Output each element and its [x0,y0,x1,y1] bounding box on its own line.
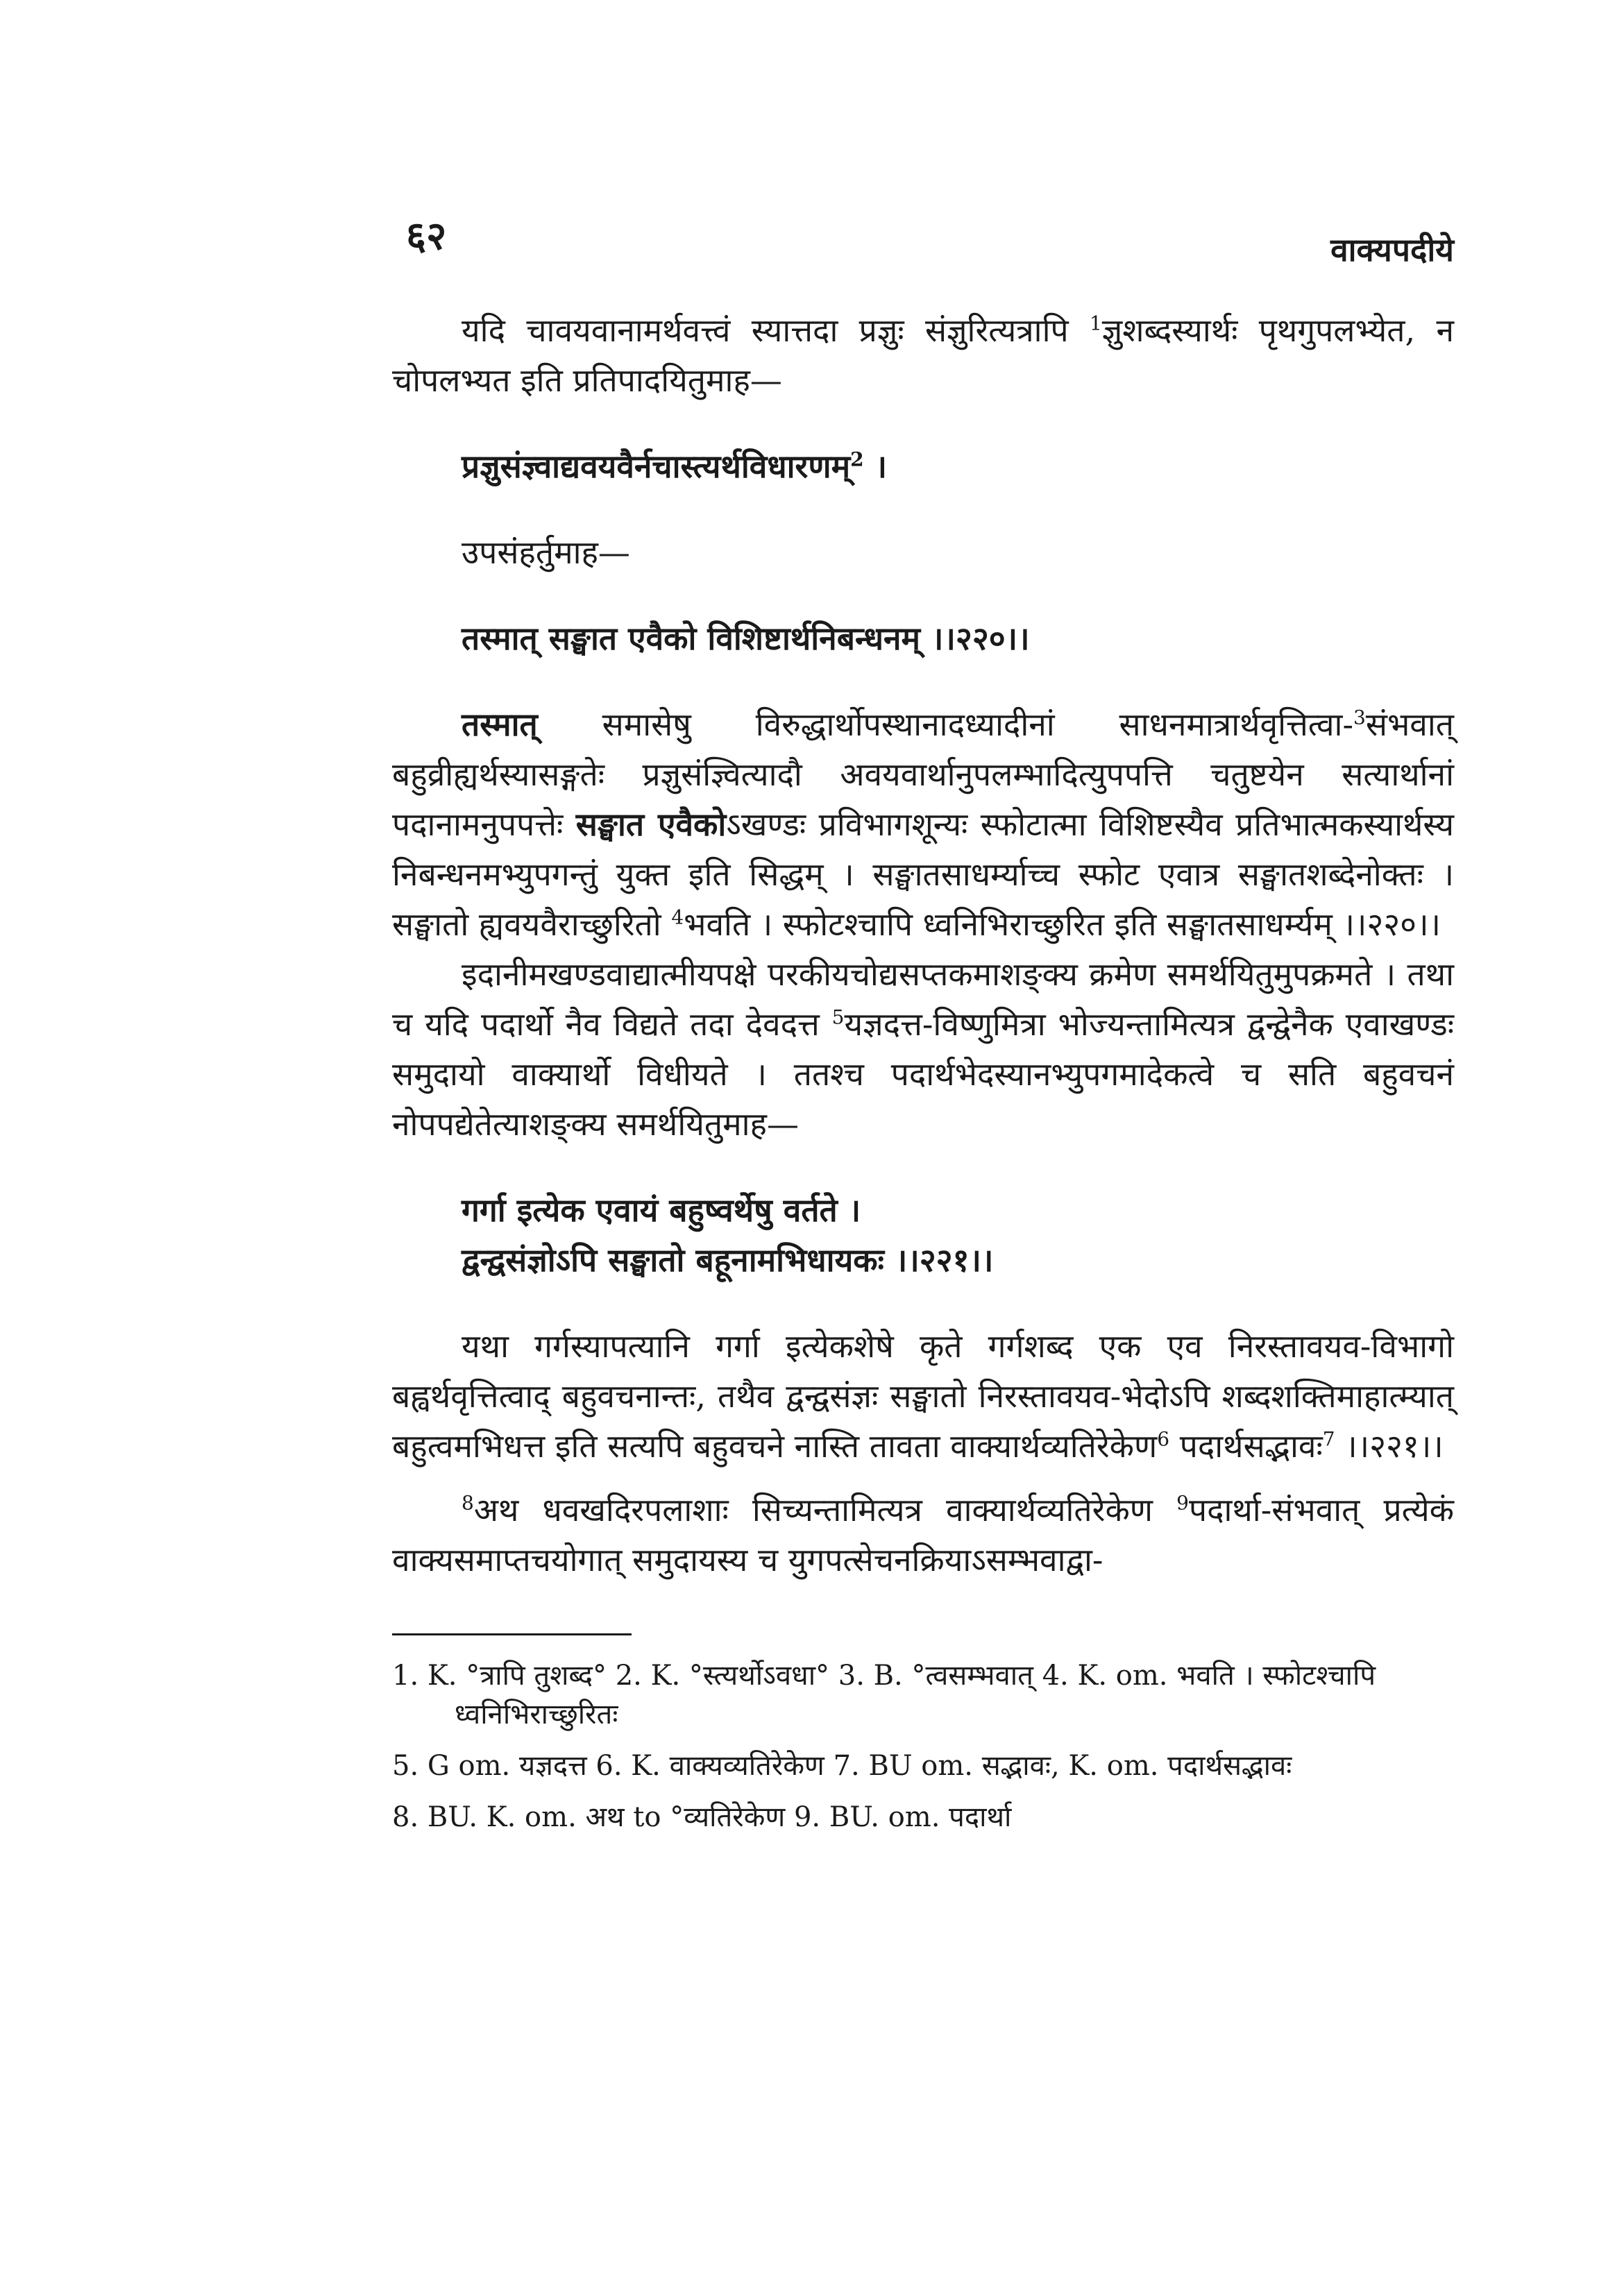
commentary-paragraph-1: यदि चावयवानामर्थवत्त्वं स्यात्तदा प्रज्ञुः संज्ञुरित्यत्रापि $^1$ज्ञुशब्दस्यार्थः पृथगुपलभ्येत, न चोपलभ्यत इति प्रतिपादयितुमाह— [392,312,1454,399]
footnote-line-1: 1. K. °त्रापि तुशब्द° 2. K. °स्त्यर्थोऽवधा° 3. B. °त्वसम्भवात् 4. K. om. भवति । स्फोटश्चापि ध्वनिभिराच्छुरितः [392,1660,1376,1730]
footnote-ref-6: 6 [1157,1427,1170,1451]
book-page [392,194,1454,2241]
footnote-line-2: 5. G om. यज्ञदत्त 6. K. वाक्यव्यतिरेकेण 7. BU om. सद्भावः, K. om. पदार्थसद्भावः [392,1750,1292,1782]
footnote-ref-2: 2 [850,448,864,471]
footnote-ref-3: 3 [1353,706,1366,729]
verse-220: तस्मात् सङ्घात एवैको विशिष्टार्थनिबन्धनम् ।।२२०।। [462,620,1030,657]
commentary-paragraph-continued: $^8$अथ धवखदिरपलाशाः सिच्यन्तामित्यत्र वाक्यार्थव्यतिरेकेण $^9$पदार्था-संभवात् प्रत्येकं वाक्यसमाप्तचयोगात् समुदायस्य च युगपत्सेचनक्रियाऽसम्भवाद्वा- [392,1491,1454,1579]
footnotes [392,1656,1454,1837]
verse-221-line-2: द्वन्द्वसंज्ञोऽपि सङ्घातो बहूनामभिधायकः ।।२२१।। [462,1241,994,1279]
footnote-line-3: 8. BU. K. om. अथ to °व्यतिरेकेण 9. BU. om. पदार्था [392,1801,1012,1833]
commentary-paragraph-220: तस्मात् समासेषु विरुद्धार्थोपस्थानादध्यादीनां साधनमात्रार्थवृत्तित्वा-$^3$संभवात् बहुव्रीह्यर्थस्यासङ्गतेः प्रज्ञुसंज्ञ्वित्यादौ अवयवार्थानुपलम्भादित्युपपत्ति चतुष्टयेन सत्यार्थानां पदानामनुपपत्तेः सङ्घात एवैकोऽखण्डः प्रविभागशून्यः स्फोटात्मा विशिष्टस्यैव प्रतिभात्मकस्यार्थस्य निबन्धनमभ्युपगन्तुं युक्त इति सिद्धम् । सङ्घातसाधर्म्याच्च स्फोट एवात्र सङ्घातशब्देनोक्तः । सङ्घातो ह्यवयवैराच्छुरितो $^4$भवति । स्फोटश्चापि ध्वनिभिराच्छुरित इति सङ्घातसाधर्म्यम् ।।२२०।। [392,706,1454,943]
footnote-ref-1: 1 [1089,312,1102,335]
verse-221-line-1: गर्गा इत्येक एवायं बहुष्वर्थेषु वर्तते । [462,1191,861,1229]
footnote-ref-5: 5 [831,1005,845,1029]
footnote-ref-9: 9 [1176,1491,1189,1515]
footnote-ref-8: 8 [462,1491,474,1515]
footnote-ref-4: 4 [671,905,684,929]
running-title: वाक्यपदीये [1330,231,1454,269]
page-number: ६२ [406,213,447,259]
footnote-divider [392,1633,632,1635]
footnote-ref-7: 7 [1322,1427,1335,1451]
commentary-lead-in: उपसंहर्तुमाह— [462,534,630,571]
verse-half-line: प्रज्ञुसंज्ञ्वाद्यवयवैर्नचास्त्यर्थविधारणम्$^2$ । [462,448,888,485]
commentary-paragraph-intro-221: इदानीमखण्डवाद्यात्मीयपक्षे परकीयचोद्यसप्तकमाशङ्क्य क्रमेण समर्थयितुमुपक्रमते । तथा च यदि पदार्थो नैव विद्यते तदा देवदत्त $^5$यज्ञदत्त-विष्णुमित्रा भोज्यन्तामित्यत्र द्वन्द्वेनैक एवाखण्डः समुदायो वाक्यार्थो विधीयते । ततश्च पदार्थभेदस्यानभ्युपगमादेकत्वे च सति बहुवचनं नोपपद्येतेत्याशङ्क्य समर्थयितुमाह— [392,955,1454,1143]
page-content [392,305,1454,1837]
commentary-paragraph-221: यथा गर्गस्यापत्यानि गर्गा इत्येकशेषे कृते गर्गशब्द एक एव निरस्तावयव-विभागो बह्वर्थवृत्तित्वाद् बहुवचनान्तः, तथैव द्वन्द्वसंज्ञः सङ्घातो निरस्तावयव-भेदोऽपि शब्दशक्तिमाहात्म्यात् बहुत्वमभिधत्त इति सत्यपि बहुवचने नास्ति तावता वाक्यार्थव्यतिरेकेण$^6$ पदार्थसद्भावः$^7$ ।।२२१।। [392,1327,1454,1465]
page-header [392,194,1454,278]
